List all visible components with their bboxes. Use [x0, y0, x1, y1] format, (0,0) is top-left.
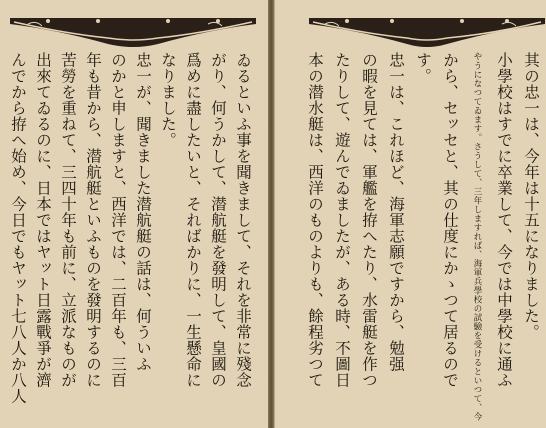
text-line: 其の忠一は、今年は十五になりました。	[522, 52, 540, 340]
text-line: す。	[414, 52, 432, 84]
text-line: 年も昔から、潜航艇といふものを發明するのに	[84, 52, 102, 388]
text-line: 忠一は、これほど、海軍志願ですから、勉强	[387, 52, 405, 372]
text-line: 本の潜水艇は、西洋のものよりも、餘程劣つて	[306, 52, 324, 388]
page-header-ornament	[8, 14, 258, 54]
text-line: 爲めに盡したいと、そればかりに、一生懸命に	[184, 52, 202, 388]
text-line: なりました。	[159, 52, 177, 148]
text-line: ゐるといふ事を聞きまして、それを非常に殘念	[234, 52, 252, 388]
page-header-ornament	[307, 14, 546, 54]
text-line: 小學校はすでに卒業して、今では中學校に通ふ	[495, 52, 513, 388]
text-line: 出來てゐるのに、日本ではヤット日露戰爭が濟	[34, 52, 52, 388]
text-line: の暇を見ては、軍艦を拵へたり、水雷艇を作つ	[360, 52, 378, 388]
text-line: 苦勞を重ねて、三四十年も前に、立派なものが	[59, 52, 77, 388]
text-line: たりして、遊んでゐましたが、ある時、不圖日	[333, 52, 351, 388]
text-line: のかと申しますと、西洋では、二百年も、三百	[109, 52, 127, 388]
text-line: から、セッセと、其の仕度にかゝつて居るので	[441, 52, 459, 388]
text-line: やうになつてゐます。さうして、三年しますれば、海軍兵學校の試驗を受けるといつて、今	[472, 52, 482, 421]
text-line: がり、何うかして、潜航艇を發明して、皇國の	[209, 52, 227, 388]
text-line: んでから拵へ始め、今日でもヤット七八人か八人	[9, 52, 27, 404]
text-line: 忠一が、聞きました潜航艇の話は、何ういふ	[134, 52, 152, 372]
